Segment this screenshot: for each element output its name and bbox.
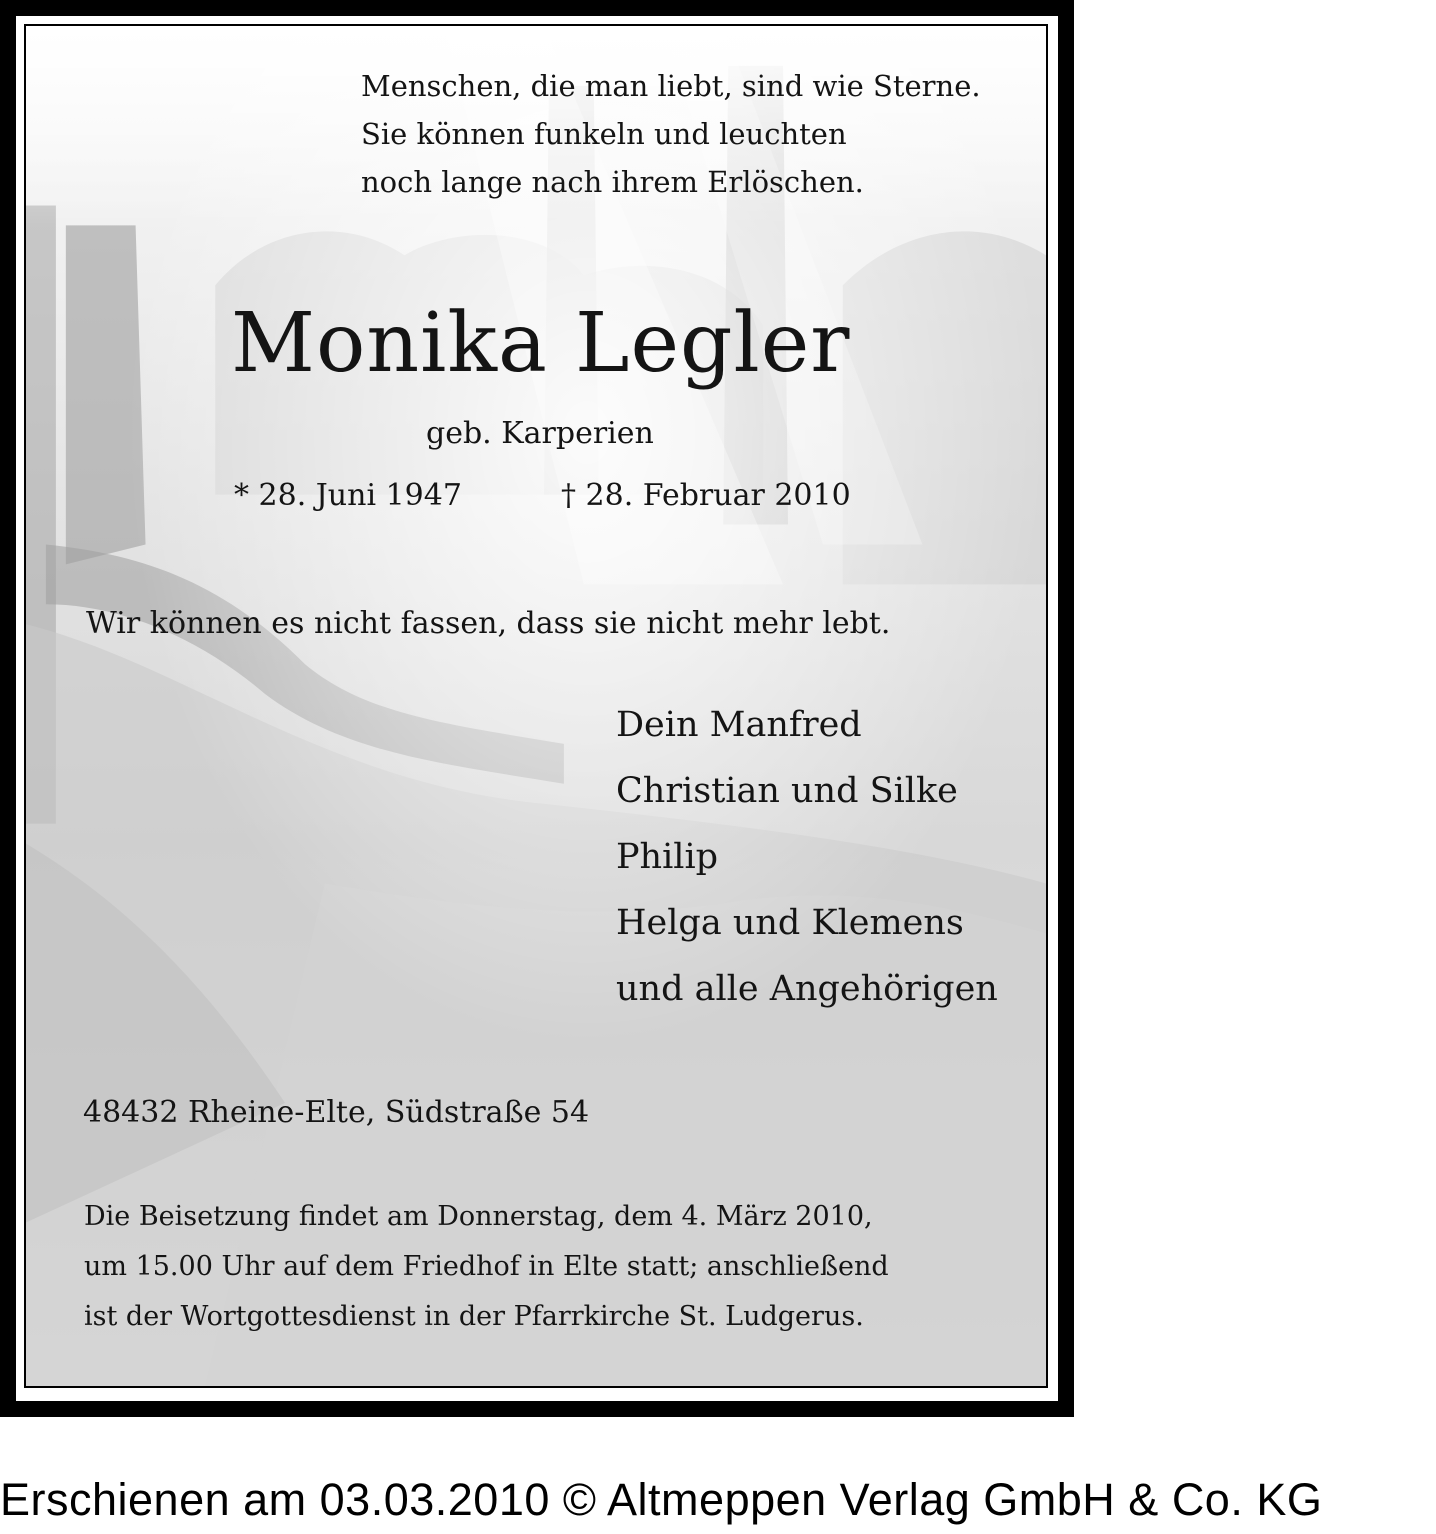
motto-line: Menschen, die man liebt, sind wie Sterne. (361, 69, 981, 103)
birth-name: geb. Karperien (426, 416, 654, 451)
mourner-line: und alle Angehörigen (616, 969, 998, 1009)
funeral-details (84, 1192, 889, 1342)
mourner-line: Dein Manfred (616, 705, 862, 745)
mourner-line: Philip (616, 837, 719, 877)
funeral-line: Die Beisetzung findet am Donnerstag, dem 4. März 2010, (84, 1201, 873, 1232)
notice-frame (24, 24, 1048, 1388)
mourners-list (616, 692, 998, 1022)
funeral-line: um 15.00 Uhr auf dem Friedhof in Elte statt; anschließend (84, 1251, 889, 1282)
death-date: † 28. Februar 2010 (561, 478, 851, 513)
deceased-name: Monika Legler (231, 296, 851, 391)
motto-quote (361, 62, 981, 206)
grief-statement: Wir können es nicht fassen, dass sie nicht mehr lebt. (86, 606, 891, 641)
motto-line: noch lange nach ihrem Erlöschen. (361, 165, 864, 199)
motto-line: Sie können funkeln und leuchten (361, 117, 847, 151)
mourner-line: Christian und Silke (616, 771, 958, 811)
family-address: 48432 Rheine-Elte, Südstraße 54 (83, 1095, 590, 1130)
publication-footer: Erschienen am 03.03.2010 © Altmeppen Verlag GmbH & Co. KG (0, 1474, 1323, 1525)
funeral-line: ist der Wortgottesdienst in der Pfarrkirche St. Ludgerus. (84, 1301, 864, 1332)
mourner-line: Helga und Klemens (616, 903, 964, 943)
birth-date: * 28. Juni 1947 (234, 478, 462, 513)
